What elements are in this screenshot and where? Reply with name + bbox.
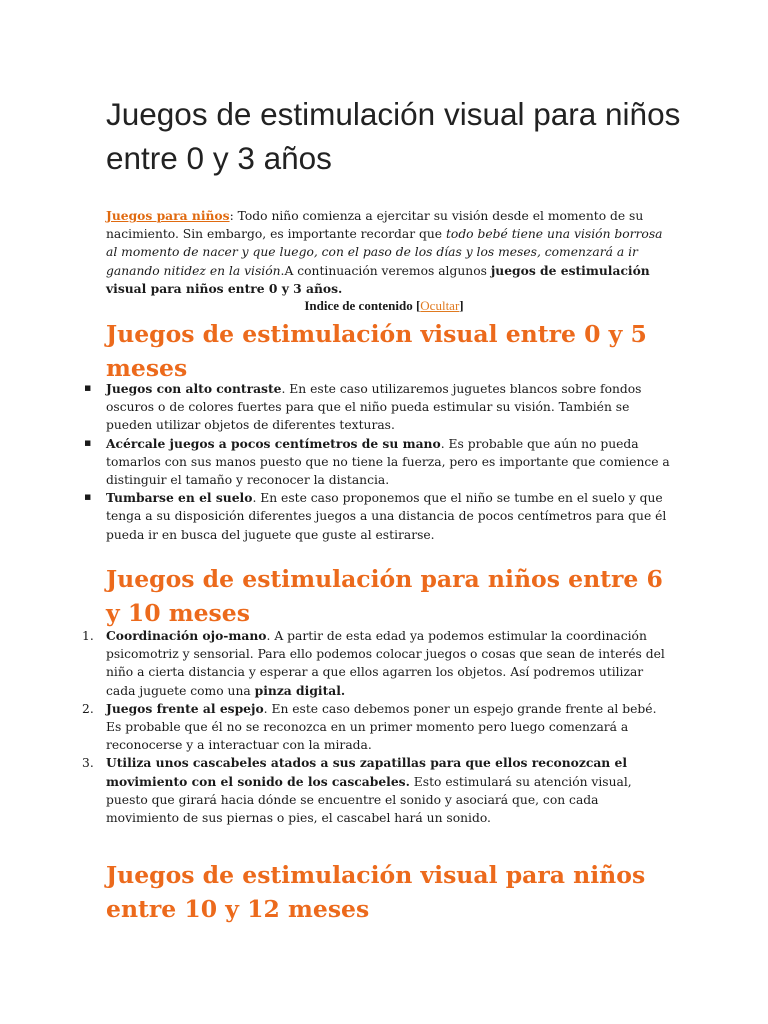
bullet-list xyxy=(106,380,671,544)
list-item-text: . Es probable que aún no pueda tomarlos con sus manos puesto que no tiene la fuerza, pero es importante que comience a distinguir el tamaño y reconocer la distancia. xyxy=(106,436,670,488)
numbered-list xyxy=(82,627,671,827)
page-title: Juegos de estimulación visual para niños entre 0 y 3 años xyxy=(106,96,681,176)
intro-paragraph xyxy=(106,207,666,298)
toc-close-bracket: ] xyxy=(459,298,464,313)
section-heading: Juegos de estimulación para niños entre 6 y 10 meses xyxy=(106,565,663,627)
intro-bold-text: juegos de estimulación visual para niños entre 0 y 3 años. xyxy=(106,262,650,296)
list-item xyxy=(82,700,671,755)
section-heading: Juegos de estimulación visual entre 0 y 5 meses xyxy=(106,320,647,382)
list-item-bold: Juegos con alto contraste xyxy=(106,381,282,396)
list-item xyxy=(82,627,671,700)
intro-text-2: .A continuación veremos algunos xyxy=(280,263,491,278)
section-heading: Juegos de estimulación visual para niños entre 10 y 12 meses xyxy=(106,861,646,923)
list-number: 3. xyxy=(82,756,94,771)
intro-text-1: : Todo niño comienza a ejercitar su visión desde el momento de su nacimiento. Sin embargo, es importante recordar que xyxy=(106,209,644,242)
list-item-bold: Coordinación ojo-mano xyxy=(106,628,267,643)
toc-label: Indice de contenido [ xyxy=(304,298,421,313)
list-number: 1. xyxy=(82,629,94,643)
list-item-text: . En este caso utilizaremos juguetes blancos sobre fondos oscuros o de colores fuertes para que el niño pueda estimular su visión. También se pueden utilizar objetos de diferentes texturas. xyxy=(106,382,642,433)
list-item-bold: Acércale juegos a pocos centímetros de su mano xyxy=(106,435,441,451)
list-item-text: . En este caso proponemos que el niño se tumbe en el suelo y que tenga a su disposición diferentes juegos a una distancia de pocos centímetros para que él pueda ir en busca del juguete que guste al estirarse. xyxy=(106,491,667,542)
list-item xyxy=(106,435,671,490)
list-item-text: . A partir de esta edad ya podemos estimular la coordinación psicomotriz y sensorial. Para ello podemos colocar juegos o cosas que sean de interés del niño a cierta distancia y esperar a que ellos agarren los objetos. Así podremos utilizar cada juguete como una xyxy=(106,629,665,698)
juegos-para-ninos-link[interactable]: Juegos para niños xyxy=(106,208,230,223)
list-item xyxy=(82,754,671,827)
table-of-contents xyxy=(0,298,768,314)
intro-italic-text: todo bebé tiene una visión borrosa al momento de nacer y que luego, con el paso de los días y los meses, comenzará a ir ganando nitidez en la visión xyxy=(106,227,663,278)
list-item-bold: pinza digital. xyxy=(254,682,346,698)
list-item-text: . En este caso debemos poner un espejo grande frente al bebé. Es probable que él no se reconozca en un primer momento pero luego comenzará a reconocerse y a interactuar con la mirada. xyxy=(106,701,657,753)
toc-hide-link[interactable]: Ocultar xyxy=(420,298,460,313)
list-number: 2. xyxy=(82,701,94,716)
list-item-bold: Tumbarse en el suelo xyxy=(106,490,253,506)
list-item-bold: Juegos frente al espejo xyxy=(106,700,264,716)
list-item-bold: Utiliza unos cascabeles atados a sus zapatillas para que ellos reconozcan el movimiento con el sonido de los cascabeles. xyxy=(106,755,628,789)
list-item-text: Esto estimulará su atención visual, puesto que girará hacia dónde se encuentre el sonido y asociará que, con cada movimiento de sus piernas o pies, el cascabel hará un sonido. xyxy=(106,774,632,826)
list-item xyxy=(106,489,671,544)
list-item xyxy=(106,380,671,435)
